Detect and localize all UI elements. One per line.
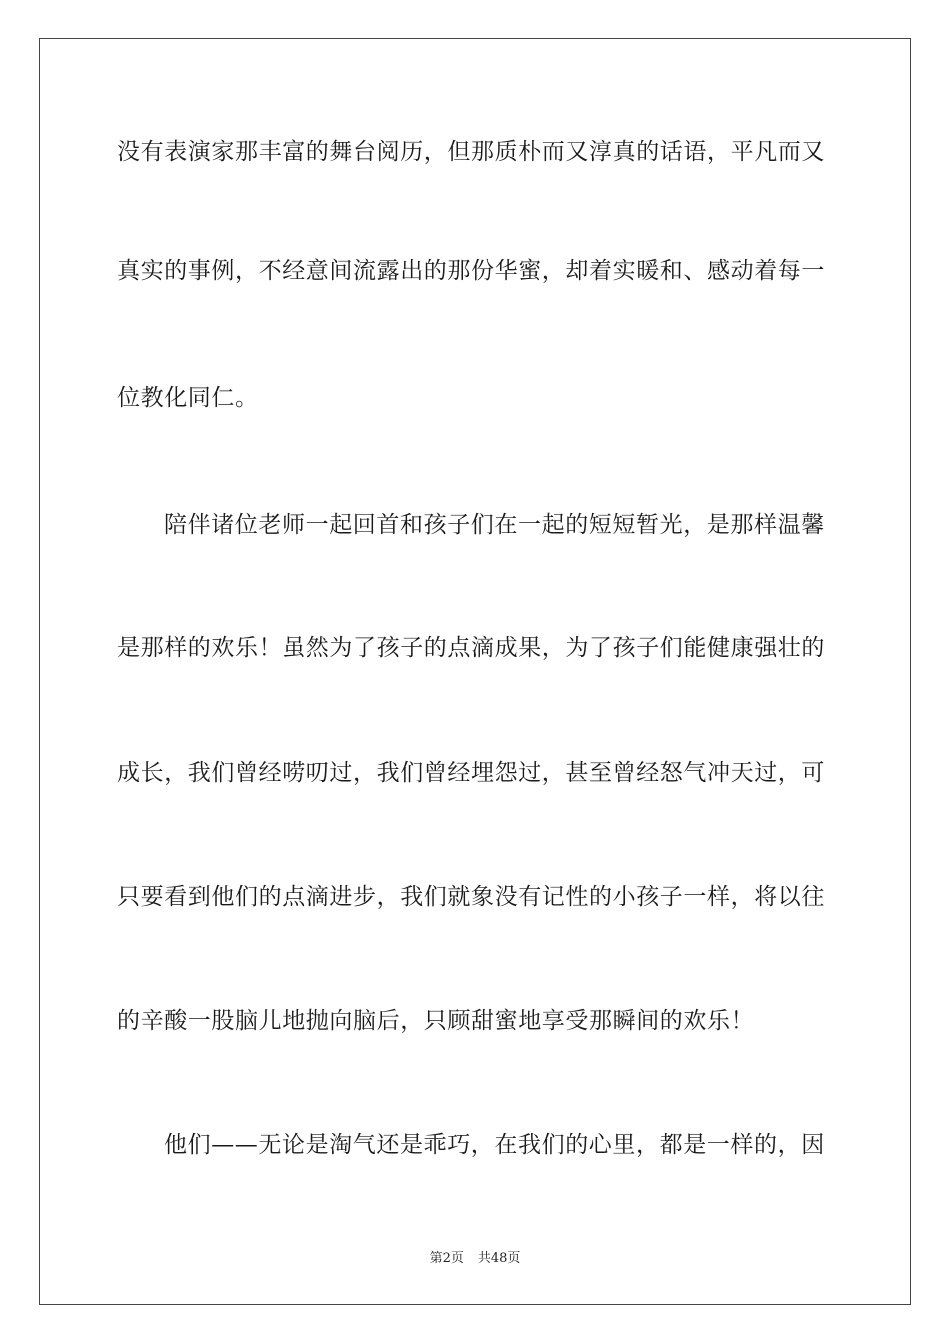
page-frame — [39, 38, 911, 1305]
paragraph-line: 成长，我们曾经唠叨过，我们曾经埋怨过，甚至曾经怒气冲天过，可 — [117, 760, 825, 786]
paragraph-line: 只要看到他们的点滴进步，我们就象没有记性的小孩子一样，将以往 — [117, 884, 825, 910]
page-number: 第2页 — [429, 1251, 464, 1266]
paragraph-line: 位教化同仁。 — [117, 385, 259, 411]
paragraph-line: 陪伴诸位老师一起回首和孩子们在一起的短短暂光，是那样温馨 — [164, 512, 825, 538]
page-footer — [0, 1247, 950, 1266]
total-pages: 共48页 — [477, 1251, 521, 1266]
paragraph-line: 真实的事例，不经意间流露出的那份华蜜，却着实暖和、感动着每一 — [117, 258, 825, 284]
paragraph-line: 他们——无论是淘气还是乖巧，在我们的心里，都是一样的，因 — [164, 1132, 825, 1158]
paragraph-line: 没有表演家那丰富的舞台阅历，但那质朴而又淳真的话语，平凡而又 — [117, 139, 825, 165]
paragraph-line: 的辛酸一股脑儿地抛向脑后，只顾甜蜜地享受那瞬间的欢乐！ — [117, 1008, 755, 1034]
paragraph-line: 是那样的欢乐！虽然为了孩子的点滴成果，为了孩子们能健康强壮的 — [117, 635, 825, 661]
